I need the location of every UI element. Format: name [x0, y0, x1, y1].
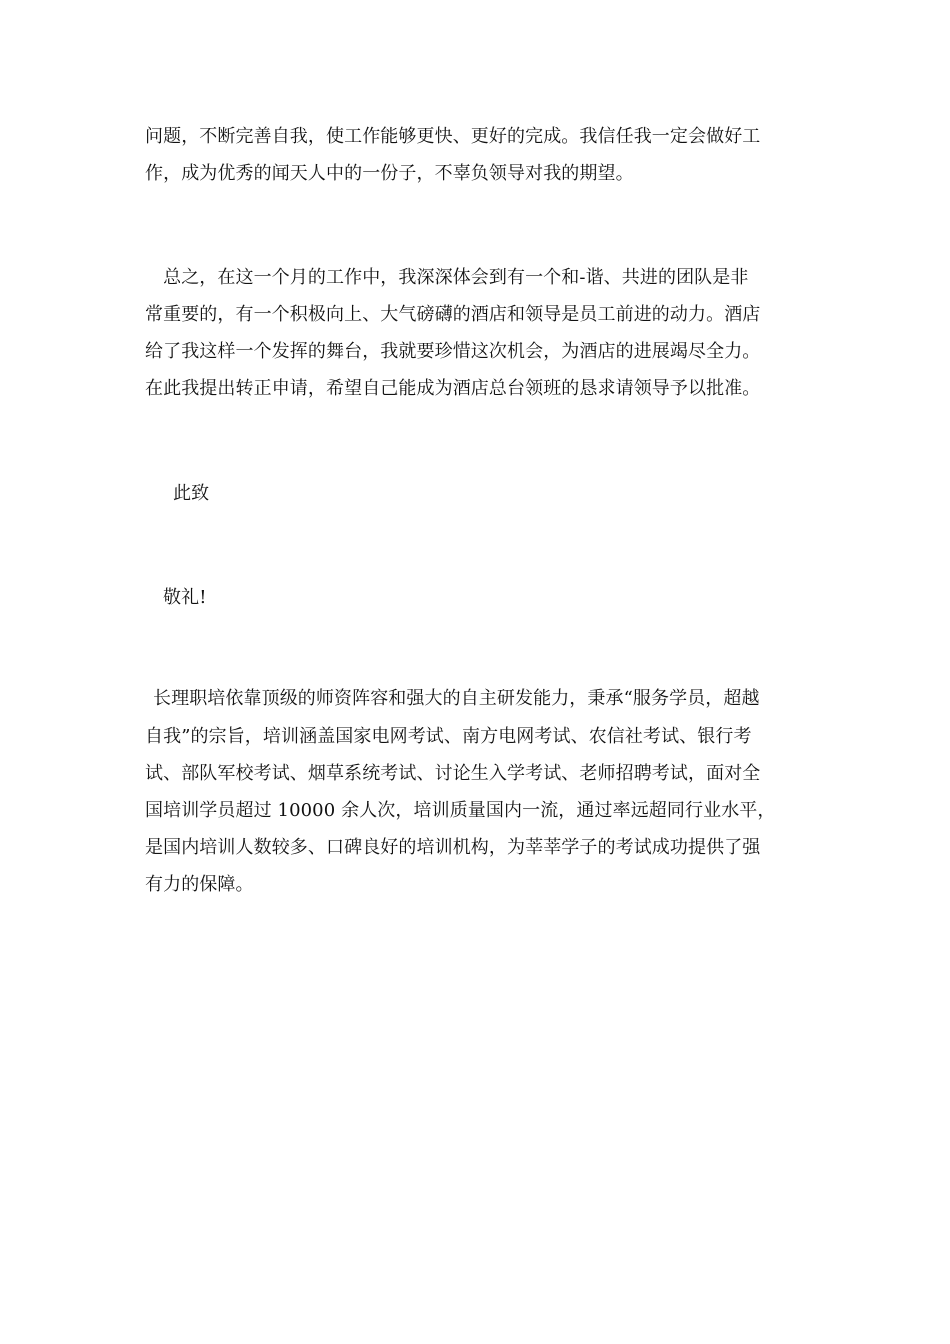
salutation-text: 敬礼! — [163, 587, 207, 608]
text-line: 总之，在这一个月的工作中，我深深体会到有一个和-谐、共进的团队是非 — [145, 267, 749, 288]
text-line: 问题，不断完善自我，使工作能够更快、更好的完成。我信任我一定会做好工 — [145, 126, 761, 147]
text-line: 常重要的，有一个积极向上、大气磅礴的酒店和领导是员工前进的动力。酒店 — [145, 304, 761, 325]
text-line: 在此我提出转正申请，希望自己能成为酒店总台领班的恳求请领导予以批准。 — [145, 378, 761, 399]
closing-text: 此致 — [173, 483, 210, 504]
text-line: 长理职培依靠顶级的师资阵容和强大的自主研发能力，秉承“服务学员，超越 — [153, 688, 760, 709]
text-line: 是国内培训人数较多、口碑良好的培训机构，为莘莘学子的考试成功提供了强 — [145, 837, 761, 858]
text-line: 自我”的宗旨，培训涵盖国家电网考试、南方电网考试、农信社考试、银行考 — [145, 726, 752, 747]
text-line: 作，成为优秀的闻天人中的一份子，不辜负领导对我的期望。 — [145, 163, 634, 184]
text-line: 试、部队军校考试、烟草系统考试、讨论生入学考试、老师招聘考试，面对全 — [145, 763, 761, 784]
text-line: 给了我这样一个发挥的舞台，我就要珍惜这次机会，为酒店的进展竭尽全力。 — [145, 341, 761, 362]
text-line: 国培训学员超过 10000 余人次，培训质量国内一流，通过率远超同行业水平， — [145, 800, 776, 821]
text-line: 有力的保障。 — [145, 874, 254, 895]
